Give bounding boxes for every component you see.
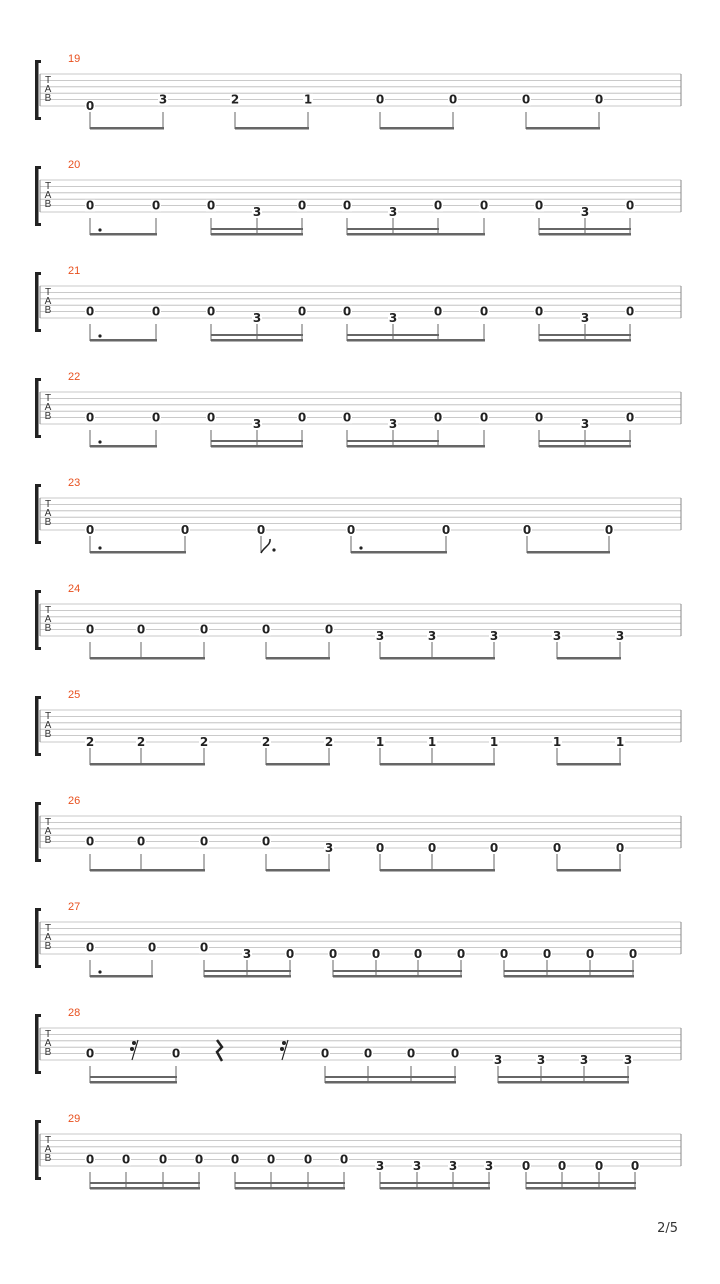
beam-secondary [498,1076,629,1078]
fret-number: 0 [521,92,531,107]
measure-number: 27 [68,901,81,913]
fret-number: 0 [594,1159,604,1173]
fret-number: 0 [85,940,95,955]
fret-number: 3 [484,1159,494,1173]
beam [211,233,303,236]
fret-number: 0 [206,304,216,319]
fret-number: 3 [489,629,499,643]
beam-secondary [333,970,462,972]
beam [90,763,205,766]
fret-number: 0 [448,92,458,107]
fret-number: 0 [303,1152,313,1167]
fret-number: 0 [158,1152,168,1167]
duration-dot [98,334,101,337]
duration-dot [98,970,101,973]
fret-number: 0 [375,92,385,107]
beam [211,339,303,342]
beam [90,869,205,872]
fret-number: 0 [180,523,190,537]
fret-number: 3 [579,1053,589,1067]
fret-number: 0 [194,1152,204,1167]
fret-number: 0 [85,622,95,637]
beam-secondary [211,228,303,230]
beam [539,233,631,236]
beam-secondary [211,334,303,336]
fret-number: 1 [615,735,625,749]
fret-number: 3 [158,92,168,107]
beam [333,975,462,978]
beam-secondary [347,440,439,442]
beam [380,657,495,660]
beam [347,233,485,236]
beam-secondary [539,228,631,230]
fret-number: 0 [628,947,638,961]
fret-number: 0 [136,622,146,637]
beam [266,657,330,660]
tab-clef-letter: A [44,826,52,837]
beam [90,657,205,660]
measure-number: 26 [68,795,81,807]
fret-number: 0 [230,1152,240,1167]
fret-number: 0 [171,1046,181,1061]
measure-number: 29 [68,1113,81,1125]
tab-clef-letter: A [44,720,52,731]
measure-number: 24 [68,583,81,595]
beam-secondary [526,1182,636,1184]
beam-secondary [204,970,291,972]
fret-number: 0 [328,947,338,961]
fret-number: 0 [450,1046,460,1061]
fret-number: 0 [534,304,544,319]
fret-number: 0 [206,410,216,425]
tab-clef-letter: A [44,190,52,201]
tab-clef-letter: T [44,393,52,404]
fret-number: 3 [242,947,252,961]
measure-number: 28 [68,1007,81,1019]
fret-number: 0 [557,1159,567,1173]
fret-number: 0 [406,1046,416,1061]
beam [380,1187,490,1190]
beam [527,551,610,554]
fret-number: 2 [261,735,271,749]
fret-number: 0 [297,410,307,425]
fret-number: 0 [456,947,466,961]
fret-number: 0 [433,410,443,425]
tab-clef-letter: B [44,411,52,422]
measure-number: 20 [68,159,81,171]
fret-number: 3 [375,1159,385,1173]
duration-dot [359,546,362,549]
beam [526,127,600,130]
beam [347,445,485,448]
beam-secondary [325,1076,456,1078]
quarter-rest [217,1040,222,1061]
beam-secondary [380,1182,490,1184]
beam [380,869,495,872]
fret-number: 0 [199,834,209,849]
tab-clef-letter: B [44,517,52,528]
beam [498,1081,629,1084]
beam-secondary [211,440,303,442]
fret-number: 0 [324,622,334,637]
fret-number: 0 [625,410,635,425]
fret-number: 3 [536,1053,546,1067]
fret-number: 3 [412,1159,422,1173]
tab-clef-letter: T [44,287,52,298]
page-number: 2/5 [657,1221,678,1236]
beam-secondary [504,970,634,972]
fret-number: 3 [580,417,590,431]
beam [90,445,157,448]
fret-number: 3 [252,311,262,325]
duration-dot [98,228,101,231]
fret-number: 3 [375,629,385,643]
fret-number: 0 [151,410,161,425]
fret-number: 0 [261,834,271,849]
duration-dot [98,546,101,549]
fret-number: 0 [297,198,307,213]
tab-clef-letter: A [44,296,52,307]
fret-number: 0 [151,198,161,213]
beam [204,975,291,978]
fret-number: 1 [303,92,313,107]
tab-clef-letter: B [44,305,52,316]
beam-secondary [235,1182,345,1184]
beam-secondary [347,334,439,336]
fret-number: 0 [199,940,209,955]
fret-number: 0 [433,304,443,319]
fret-number: 0 [479,198,489,213]
fret-number: 0 [521,1159,531,1173]
beam [347,339,485,342]
fret-number: 0 [342,198,352,213]
duration-dot [272,548,275,551]
tab-clef-letter: B [44,1153,52,1164]
tab-clef-letter: B [44,93,52,104]
fret-number: 0 [433,198,443,213]
beam [380,127,454,130]
fret-number: 0 [85,834,95,849]
fret-number: 2 [85,735,95,749]
fret-number: 0 [85,523,95,537]
sixteenth-rest-head [130,1047,134,1051]
beam-secondary [90,1076,177,1078]
tab-clef-letter: A [44,84,52,95]
tab-clef-letter: T [44,181,52,192]
fret-number: 0 [534,410,544,425]
beam [557,763,621,766]
fret-number: 0 [479,410,489,425]
tab-clef-letter: T [44,711,52,722]
beam [526,1187,636,1190]
beam [504,975,634,978]
tab-clef-letter: A [44,932,52,943]
note-flag [261,539,270,553]
beam [351,551,447,554]
fret-number: 0 [371,947,381,961]
fret-number: 3 [552,629,562,643]
tab-clef-letter: T [44,499,52,510]
beam [90,1081,177,1084]
fret-number: 0 [266,1152,276,1167]
beam [211,445,303,448]
fret-number: 0 [151,304,161,319]
fret-number: 3 [388,417,398,431]
fret-number: 2 [230,92,240,107]
measure-number: 23 [68,477,81,489]
measure-number: 21 [68,265,81,277]
fret-number: 0 [615,841,625,855]
fret-number: 3 [388,311,398,325]
tab-clef-letter: A [44,614,52,625]
fret-number: 0 [256,523,266,537]
tab-clef-letter: A [44,1038,52,1049]
fret-number: 0 [339,1152,349,1167]
fret-number: 0 [625,198,635,213]
fret-number: 0 [427,841,437,855]
fret-number: 0 [297,304,307,319]
measure-number: 25 [68,689,81,701]
tab-clef-letter: B [44,199,52,210]
fret-number: 0 [199,622,209,637]
fret-number: 0 [585,947,595,961]
fret-number: 2 [199,735,209,749]
fret-number: 0 [85,198,95,213]
fret-number: 0 [85,1046,95,1061]
beam-secondary [347,228,439,230]
fret-number: 0 [85,1152,95,1167]
beam [266,869,330,872]
beam [90,233,157,236]
tab-clef-letter: A [44,508,52,519]
fret-number: 0 [499,947,509,961]
fret-number: 1 [552,735,562,749]
tab-clef-letter: T [44,605,52,616]
fret-number: 3 [252,205,262,219]
fret-number: 0 [489,841,499,855]
beam [380,763,495,766]
fret-number: 1 [427,735,437,749]
fret-number: 0 [85,304,95,319]
fret-number: 2 [324,735,334,749]
fret-number: 0 [121,1152,131,1167]
fret-number: 0 [136,834,146,849]
fret-number: 0 [441,523,451,537]
fret-number: 0 [261,622,271,637]
duration-dot [98,440,101,443]
tab-clef-letter: B [44,941,52,952]
fret-number: 0 [147,940,157,955]
fret-number: 3 [580,311,590,325]
fret-number: 0 [285,947,295,961]
fret-number: 0 [363,1046,373,1061]
fret-number: 3 [324,841,334,855]
fret-number: 1 [489,735,499,749]
beam-secondary [539,334,631,336]
fret-number: 0 [206,198,216,213]
fret-number: 0 [542,947,552,961]
fret-number: 0 [625,304,635,319]
sixteenth-rest-head [282,1041,286,1045]
beam [266,763,330,766]
beam [539,339,631,342]
fret-number: 0 [534,198,544,213]
fret-number: 0 [413,947,423,961]
fret-number: 3 [252,417,262,431]
fret-number: 0 [375,841,385,855]
fret-number: 0 [85,99,95,113]
beam [90,1187,200,1190]
fret-number: 2 [136,735,146,749]
fret-number: 3 [427,629,437,643]
fret-number: 0 [552,841,562,855]
tab-clef-letter: T [44,1029,52,1040]
tab-clef-letter: A [44,402,52,413]
fret-number: 0 [85,410,95,425]
measure-number: 19 [68,53,81,65]
beam [235,127,309,130]
fret-number: 0 [479,304,489,319]
beam-secondary [90,1182,200,1184]
beam [557,657,621,660]
fret-number: 1 [375,735,385,749]
fret-number: 0 [630,1159,640,1173]
fret-number: 3 [615,629,625,643]
tab-clef-letter: B [44,1047,52,1058]
fret-number: 3 [580,205,590,219]
fret-number: 0 [594,92,604,107]
beam [90,551,186,554]
tab-clef-letter: T [44,75,52,86]
measure-number: 22 [68,371,81,383]
fret-number: 3 [623,1053,633,1067]
tab-clef-letter: A [44,1144,52,1155]
tab-clef-letter: T [44,1135,52,1146]
beam-secondary [539,440,631,442]
fret-number: 3 [448,1159,458,1173]
beam [325,1081,456,1084]
fret-number: 3 [493,1053,503,1067]
beam [235,1187,345,1190]
fret-number: 3 [388,205,398,219]
fret-number: 0 [320,1046,330,1061]
tab-clef-letter: B [44,729,52,740]
beam [557,869,621,872]
beam [90,975,153,978]
fret-number: 0 [346,523,356,537]
tab-clef-letter: T [44,817,52,828]
tab-clef-letter: B [44,835,52,846]
tab-clef-letter: T [44,923,52,934]
tab-clef-letter: B [44,623,52,634]
fret-number: 0 [342,410,352,425]
fret-number: 0 [604,523,614,537]
fret-number: 0 [342,304,352,319]
beam [90,339,157,342]
sixteenth-rest-head [132,1041,136,1045]
fret-number: 0 [522,523,532,537]
beam [90,127,164,130]
sixteenth-rest-head [280,1047,284,1051]
beam [539,445,631,448]
